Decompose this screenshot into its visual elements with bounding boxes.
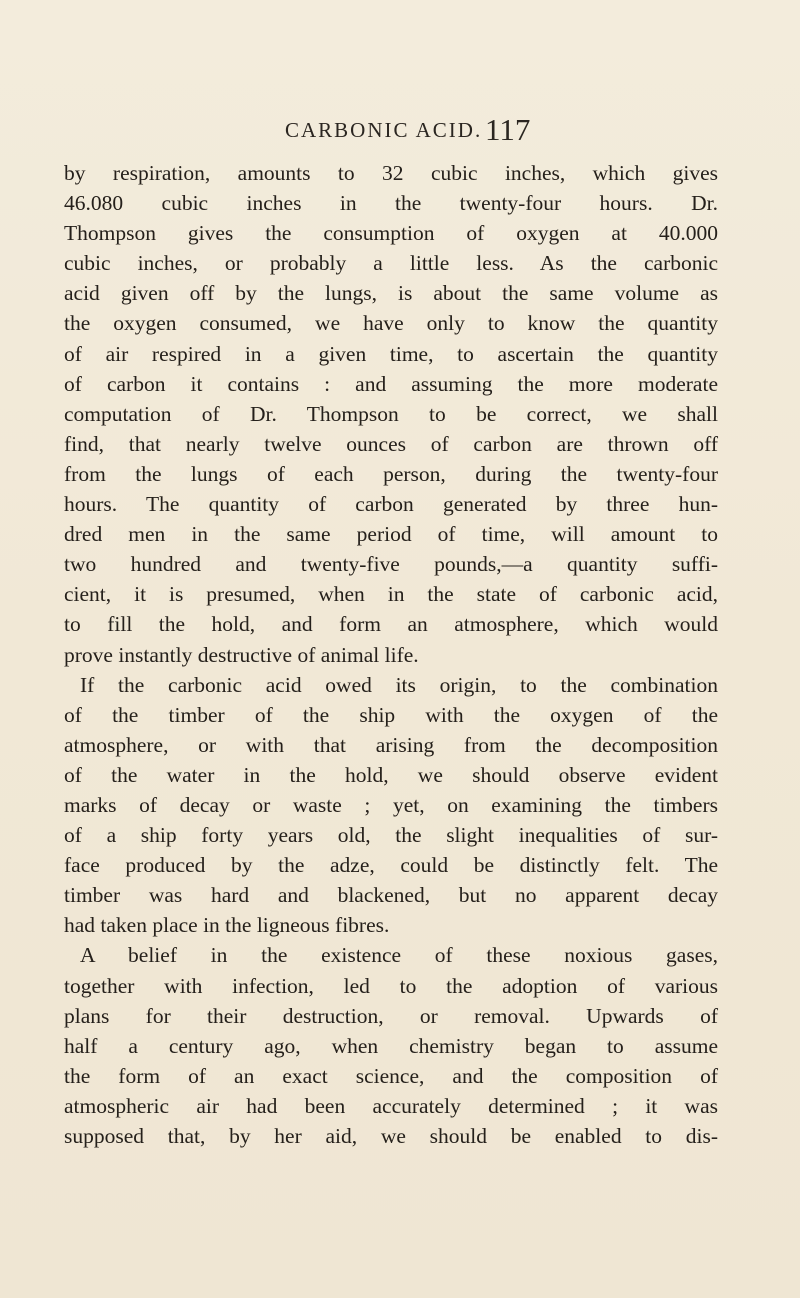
text-line: the oxygen consumed, we have only to know the quantity (64, 311, 718, 336)
text-line: by respiration, amounts to 32 cubic inches, which gives (64, 161, 718, 185)
text-line: Thompson gives the consumption of oxygen at 40.000 (64, 221, 718, 246)
text-line: together with infection, led to the adoption of various (64, 973, 718, 998)
text-line: timber was hard and blackened, but no apparent decay (64, 883, 718, 908)
text-line: face produced by the adze, could be distinctly felt. The (64, 853, 718, 878)
text-line: of carbon it contains : and assuming the more moderate (64, 371, 718, 396)
running-title: CARBONIC ACID. (285, 118, 483, 142)
paragraph-end-line: prove instantly destructive of animal life. (64, 642, 419, 667)
text-line: the form of an exact science, and the composition of (64, 1063, 718, 1088)
text-line: half a century ago, when chemistry began to assume (64, 1033, 718, 1058)
text-line: from the lungs of each person, during the twenty-four (64, 461, 718, 486)
text-line: hours. The quantity of carbon generated by three hun- (64, 492, 718, 517)
text-line: of the timber of the ship with the oxygen of the (64, 702, 718, 727)
text-line: dred men in the same period of time, will amount to (64, 522, 718, 547)
paragraph-start-line: A belief in the existence of these noxious gases, (80, 943, 718, 968)
text-line: two hundred and twenty-five pounds,—a quantity suffi- (64, 552, 718, 577)
text-line: marks of decay or waste ; yet, on examining the timbers (64, 792, 718, 817)
text-line: of the water in the hold, we should observe evident (64, 762, 718, 787)
text-line: acid given off by the lungs, is about the same volume as (64, 281, 718, 306)
text-line: computation of Dr. Thompson to be correct, we shall (64, 401, 718, 426)
text-line: cubic inches, or probably a little less. As the carbonic (64, 251, 718, 276)
text-line: of air respired in a given time, to ascertain the quantity (64, 341, 718, 366)
text-line: to fill the hold, and form an atmosphere, which would (64, 612, 718, 637)
paragraph-start-line: If the carbonic acid owed its origin, to the combination (80, 672, 718, 697)
page-number: 117 (485, 112, 531, 147)
text-line: plans for their destruction, or removal. Upwards of (64, 1003, 718, 1028)
text-line: cient, it is presumed, when in the state of carbonic acid, (64, 582, 718, 607)
text-line: of a ship forty years old, the slight inequalities of sur- (64, 823, 718, 848)
text-line: find, that nearly twelve ounces of carbon are thrown off (64, 431, 718, 456)
running-head (0, 112, 800, 152)
body-text (64, 158, 718, 1151)
text-line: supposed that, by her aid, we should be enabled to dis- (64, 1124, 718, 1148)
paragraph-end-line: had taken place in the ligneous fibres. (64, 913, 390, 938)
text-line: atmosphere, or with that arising from the decomposition (64, 732, 718, 757)
text-line: 46.080 cubic inches in the twenty-four hours. Dr. (64, 191, 718, 216)
text-line: atmospheric air had been accurately determined ; it was (64, 1093, 718, 1118)
